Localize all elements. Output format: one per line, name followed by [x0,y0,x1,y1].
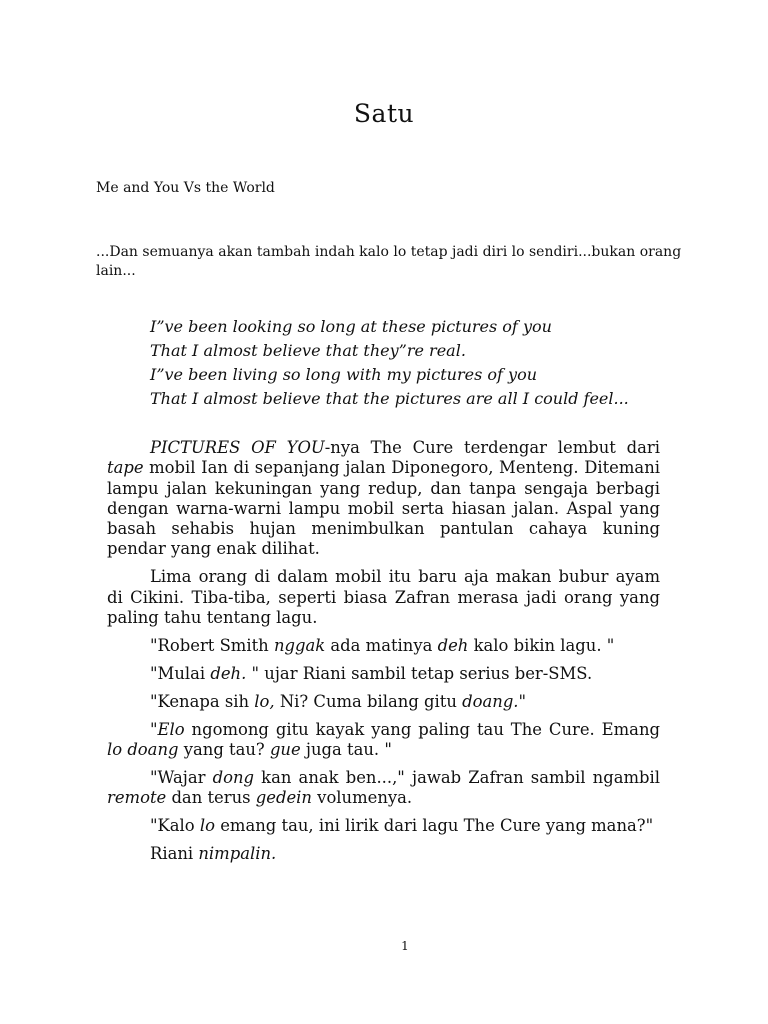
lyrics-block [150,315,629,411]
body-paragraph [107,816,660,836]
text-run: "Kenapa sih [150,691,255,711]
italic-text: remote [107,788,167,808]
text-run: "Robert Smith [150,635,274,655]
text-run: juga tau. " [300,739,392,759]
body-paragraph [107,636,660,656]
italic-text: lo doang [107,739,179,759]
body-paragraph [107,664,660,684]
italic-text: "Elo [150,719,185,739]
text-run: dan terus [166,788,256,808]
body-text [107,438,660,872]
text-run: mobil Ian di sepanjang jalan Diponegoro, Menteng. Ditemani lampu jalan kekuningan yang redup, dan tanpa sengaja berbagi dengan warna-warni lampu mobil serta hiasan jalan. Aspal yang basah sehabis hujan menimbulkan pantulan cahaya kuning pendar yang enak dilihat. [107,458,660,559]
text-run: "Mulai [150,663,211,683]
epigraph: ...Dan semuanya akan tambah indah kalo lo tetap jadi diri lo sendiri...bukan orang lain... [96,244,682,279]
body-paragraph [107,692,660,712]
text-run: ngomong gitu kayak yang paling tau The Cure. Emang [184,719,660,739]
italic-text: lo [199,815,216,835]
text-run: -nya The Cure terdengar lembut dari [324,438,660,457]
text-run: volumenya. [311,788,413,808]
italic-text: nimpalin. [198,843,277,863]
italic-text: doang." [462,691,527,711]
lyric-line: That I almost believe that the pictures are all I could feel... [150,389,629,408]
text-run: kan anak ben...," jawab Zafran sambil ngambil [254,767,660,787]
italic-text: PICTURES OF YOU [150,438,325,457]
italic-text: tape [107,458,144,478]
body-paragraph [107,567,660,628]
text-run: "Kalo [150,815,200,835]
body-paragraph [107,768,660,809]
text-run: ada matinya [325,635,438,655]
body-paragraph [107,438,660,560]
text-run: emang tau, ini lirik dari lagu The Cure yang mana?" [215,815,654,835]
text-run: " ujar Riani sambil tetap serius ber-SMS. [246,663,593,683]
italic-text: gedein [255,788,312,808]
text-run: "Wajar [150,767,213,787]
text-run: Riani [150,843,199,863]
body-paragraph [107,844,660,864]
italic-text: gue [269,739,301,759]
text-run: Ni? Cuma bilang gitu [274,691,463,711]
lyric-line: I”ve been looking so long at these pictures of you [150,317,552,336]
italic-text: deh [437,635,469,655]
chapter-title: Satu [353,99,415,128]
italic-text: nggak [273,635,326,655]
lyric-line: That I almost believe that they”re real. [150,341,466,360]
italic-text: deh. [210,663,247,683]
text-run: yang tau? [178,739,270,759]
body-paragraph [107,720,660,761]
page-number: 1 [401,939,409,953]
italic-text: lo, [254,691,275,711]
lyric-line: I”ve been living so long with my pictures of you [150,365,538,384]
italic-text: dong [212,767,254,787]
chapter-subtitle: Me and You Vs the World [96,180,275,196]
text-run: Lima orang di dalam mobil itu baru aja makan bubur ayam di Cikini. Tiba-tiba, seperti biasa Zafran merasa jadi orang yang paling tahu tentang lagu. [107,567,660,627]
text-run: kalo bikin lagu. " [468,635,615,655]
